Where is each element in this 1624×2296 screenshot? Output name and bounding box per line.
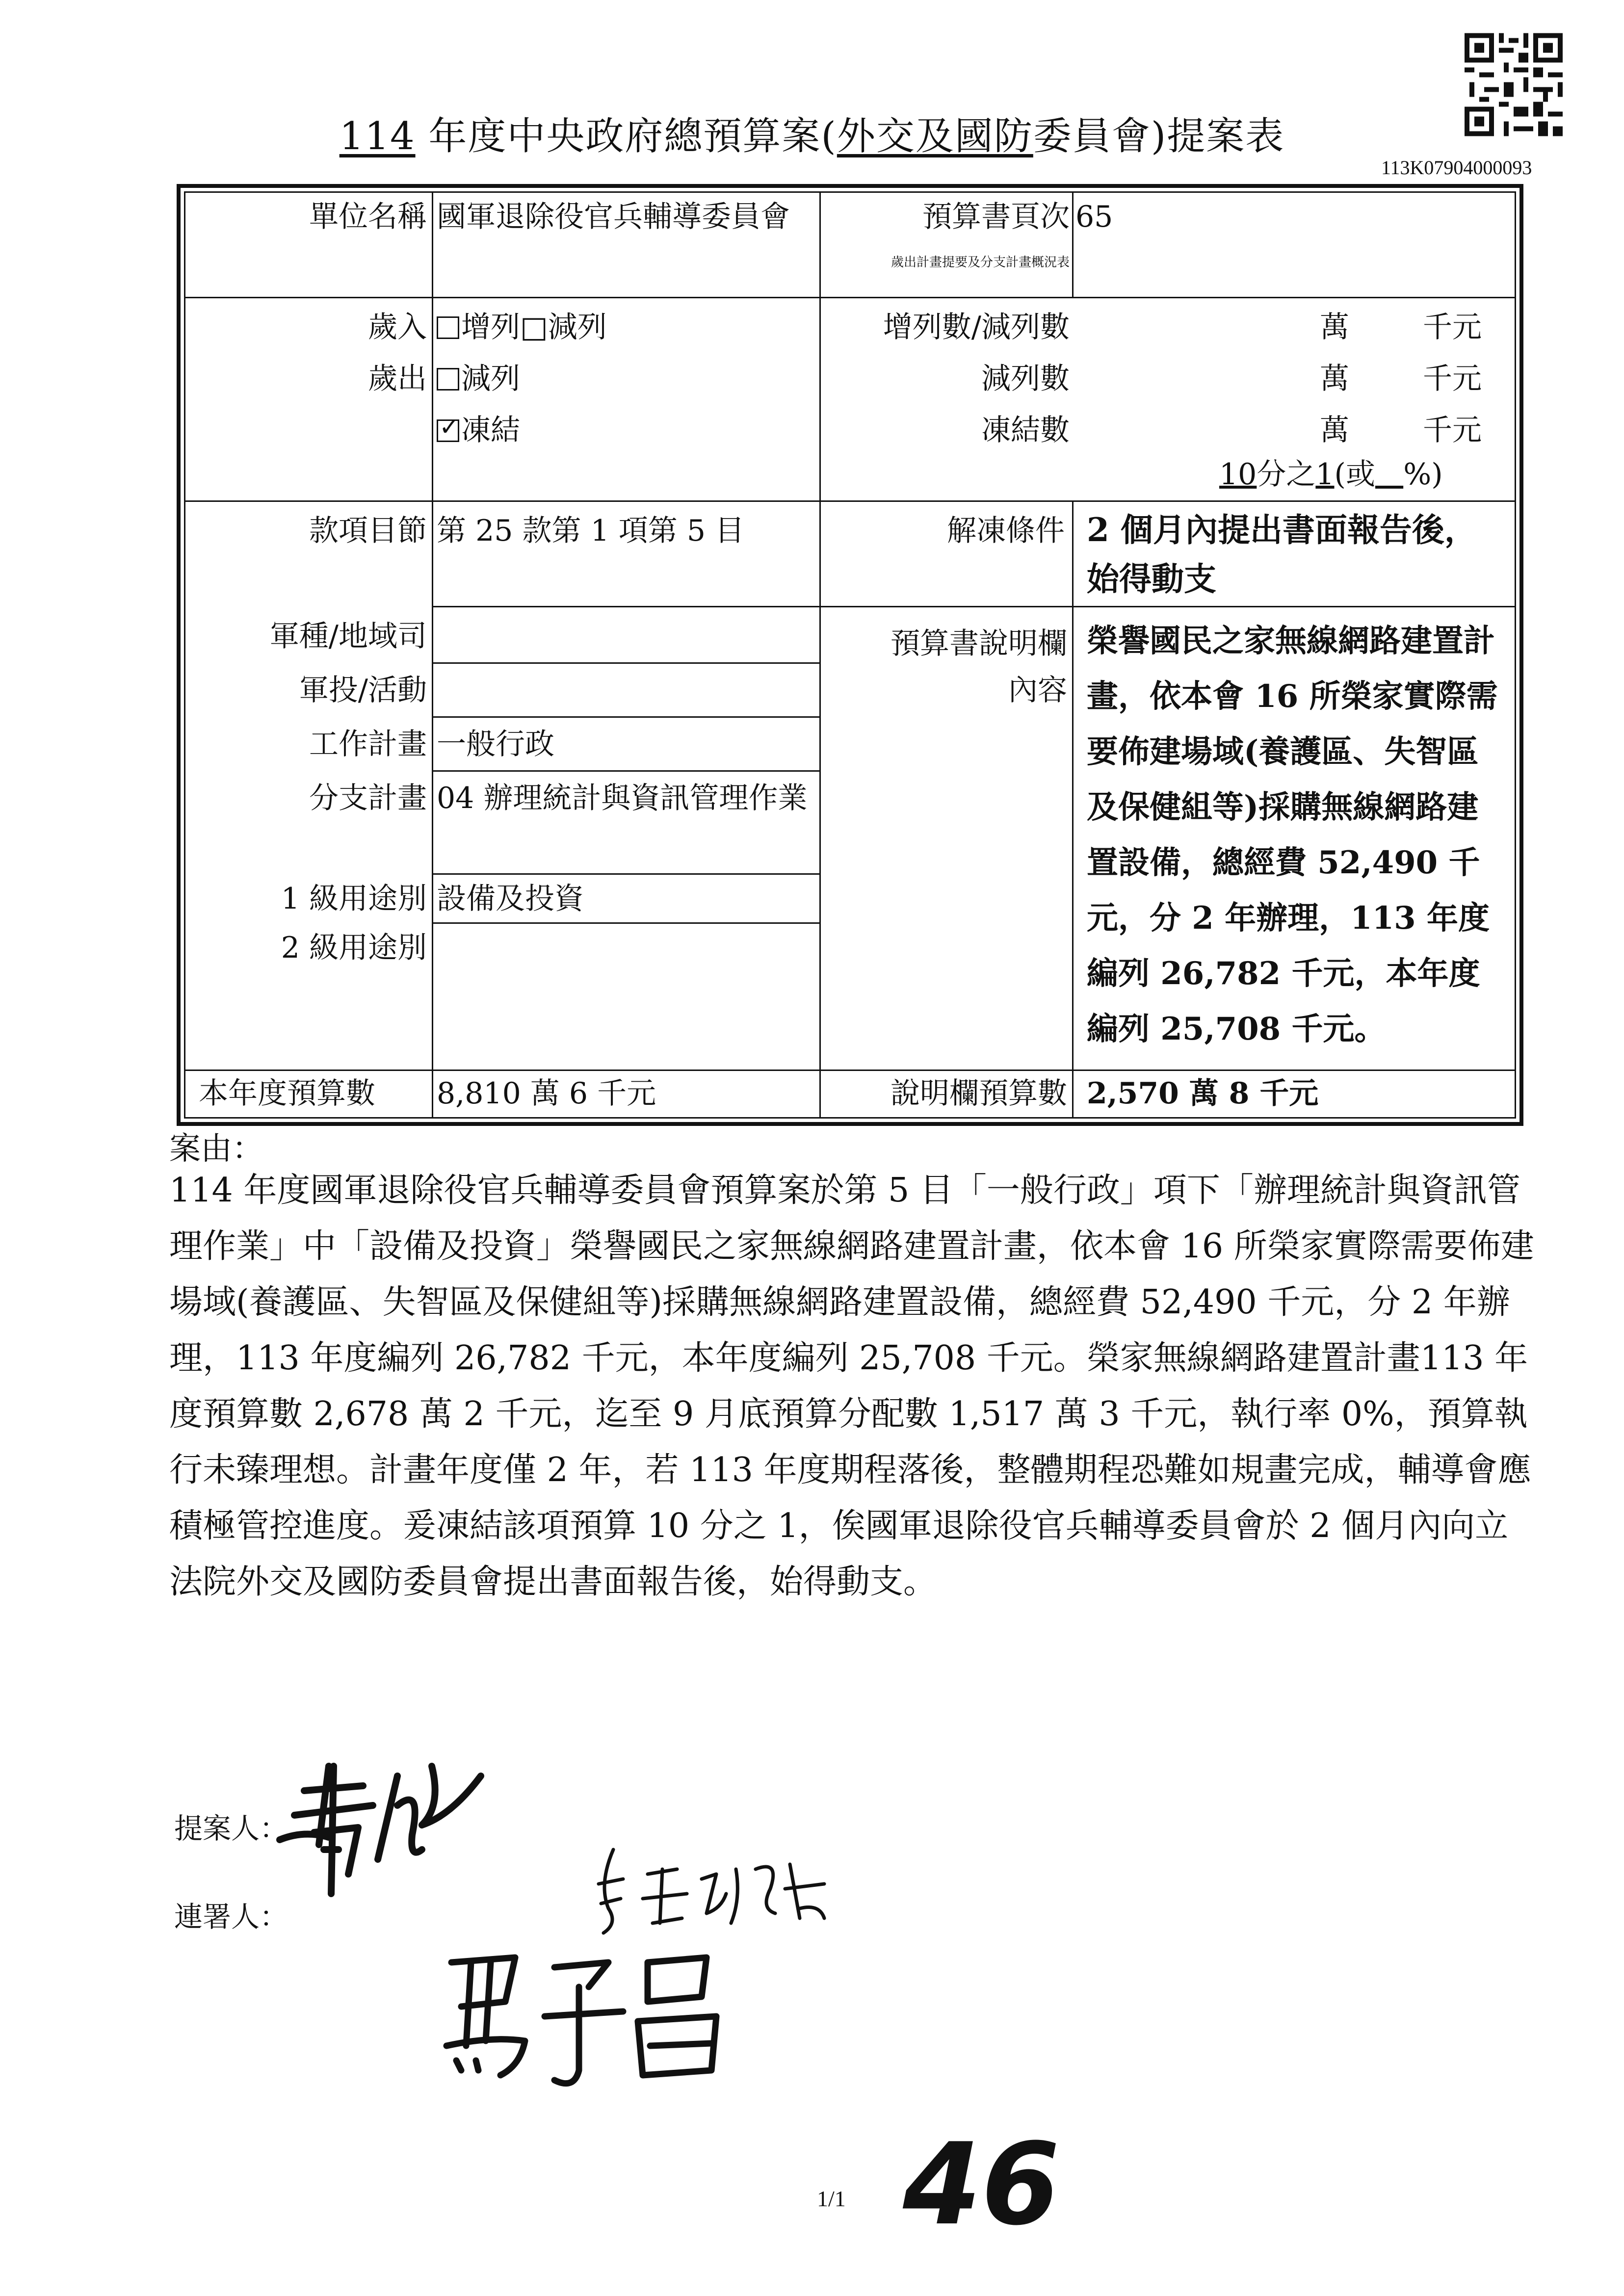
thaw-value: 2 個月內提出書面報告後，始得動支	[1087, 511, 1477, 598]
cosigner-signature-1	[594, 1840, 859, 1948]
divider	[432, 873, 819, 875]
page-indicator: 1/1	[817, 2186, 846, 2211]
unit-wan: 萬	[1320, 362, 1349, 396]
divider	[819, 191, 821, 1119]
qr-code-icon	[1465, 32, 1563, 137]
desc-label: 預算書說明欄	[891, 626, 1067, 661]
document-id: 113K07904000093	[1381, 157, 1532, 179]
divider	[432, 191, 433, 1119]
unit-label: 單位名稱	[309, 200, 427, 234]
cut-amount-label: 減列數	[981, 362, 1070, 396]
desc-value: 榮譽國民之家無線網路建置計畫，依本會 16 所榮家實際需要佈建場域(養護區、失智區及保健組等)採購無線網路建置設備，總經費 52,490 千元，分 2 年辦理，113 年度編列 26,782 千元，本年度編列 25,708 千元。	[1087, 623, 1498, 1047]
reason-text: 114 年度國軍退除役官兵輔導委員會預算案於第 5 目「一般行政」項下「辦理統計與資訊管理作業」中「設備及投資」榮譽國民之家無線網路建置計畫，依本會 16 所榮家實際需要佈建場域(養護區、失智區及保健組等)採購無線網路建置設備，總經費 52,490 千元，分 2 年辦理，113 年度編列 26,782 千元，本年度編列 25,708 千元。榮家無線網路建置計畫113 年度預算數 2,678 萬 2 千元，迄至 9 月底預算分配數 1,517 萬 3 千元，執行率 0%，預算執行未臻理想。計畫年度僅 2 年，若 113 年度期程落後，整體期程恐難如規畫完成，輔導會應積極管控進度。爰凍結該項預算 10 分之 1，俟國軍退除役官兵輔導委員會於 2 個月內向立法院外交及國防委員會提出書面報告後，始得動支。	[169, 1171, 1534, 1601]
expense-label: 歲出	[368, 362, 427, 396]
item-label: 款項目節	[309, 514, 427, 548]
divider	[432, 606, 819, 607]
invest-label: 軍投/活動	[299, 673, 427, 707]
work-plan-label: 工作計畫	[309, 727, 427, 761]
checkbox-increase[interactable]	[437, 316, 459, 339]
page-ref-label: 預算書頁次	[922, 200, 1070, 234]
unit-qian: 千元	[1423, 413, 1482, 447]
title-committee: 外交及國防	[837, 114, 1033, 158]
freeze-amount-label: 凍結數	[981, 413, 1070, 447]
cosigner-signature-2	[432, 1943, 736, 2110]
sub-plan-label: 分支計畫	[309, 781, 427, 815]
freeze-fraction: 10分之1(或 %)	[1219, 457, 1443, 492]
divider	[432, 770, 819, 772]
divider	[1072, 191, 1074, 297]
title-year: 114	[339, 114, 416, 158]
proposer-signature	[275, 1747, 530, 1904]
title-mid: 年度中央政府總預算案(	[415, 114, 837, 158]
expense-cut-option: 減列	[437, 356, 520, 402]
freeze-option: ✓凍結	[437, 407, 520, 454]
income-options: 增列□減列	[437, 304, 607, 351]
unit-wan: 萬	[1320, 413, 1349, 447]
desc-label-2: 內容	[1008, 673, 1067, 707]
desc-budget-label: 說明欄預算數	[891, 1076, 1067, 1111]
handwritten-page-number: 46	[903, 2119, 1060, 2250]
thaw-label: 解凍條件	[947, 514, 1065, 548]
title-end: 委員會)提案表	[1033, 114, 1285, 158]
income-amount-label: 增列數/減列數	[883, 310, 1070, 344]
page-ref-value: 65	[1075, 200, 1113, 234]
use1-label: 1 級用途別	[281, 882, 427, 916]
budget-label: 本年度預算數	[199, 1076, 375, 1111]
branch-label: 軍種/地域司	[269, 619, 427, 653]
divider	[432, 716, 819, 718]
divider	[432, 662, 819, 664]
cosigner-label: 連署人：	[174, 1900, 288, 1933]
page-ref-sublabel: 歲出計畫提要及分支計畫概況表	[891, 255, 1070, 270]
item-value: 第 25 款第 1 項第 5 目	[437, 514, 745, 548]
checkbox-cut[interactable]	[437, 368, 459, 391]
desc-budget-value: 2,570 萬 8 千元	[1087, 1076, 1319, 1111]
budget-value: 8,810 萬 6 千元	[437, 1076, 656, 1111]
divider	[432, 922, 819, 924]
income-label: 歲入	[368, 310, 427, 344]
unit-qian: 千元	[1423, 362, 1482, 396]
divider	[819, 606, 1516, 607]
use1-value: 設備及投資	[437, 882, 584, 916]
divider	[184, 297, 1516, 298]
divider	[184, 500, 1516, 502]
work-plan-value: 一般行政	[437, 727, 554, 761]
unit-value: 國軍退除役官兵輔導委員會	[437, 200, 790, 234]
use2-label: 2 級用途別	[281, 931, 427, 965]
divider	[1072, 500, 1074, 1119]
page-title	[0, 105, 1624, 160]
unit-wan: 萬	[1320, 310, 1349, 344]
sub-plan-value: 04 辦理統計與資訊管理作業	[437, 781, 808, 815]
reason-label: 案由：	[169, 1131, 263, 1167]
unit-qian: 千元	[1423, 310, 1482, 344]
proposer-label: 提案人：	[174, 1812, 288, 1845]
checkbox-freeze[interactable]	[437, 419, 459, 442]
